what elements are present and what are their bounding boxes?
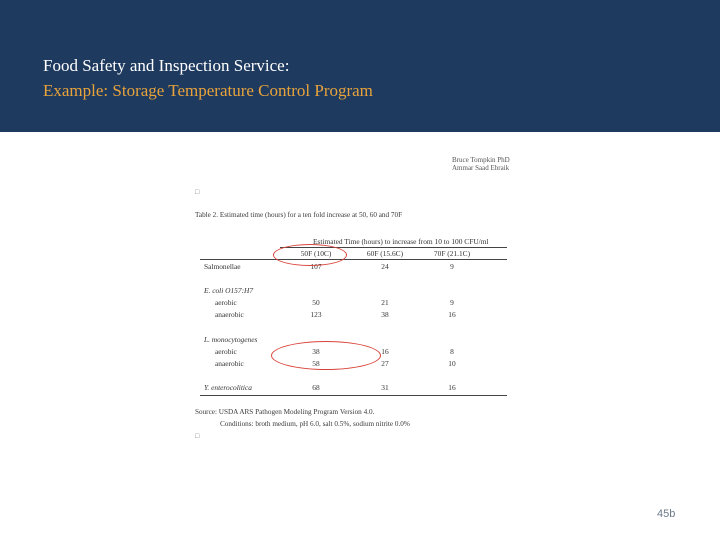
bullet-marker: □ — [195, 188, 200, 196]
table-cell: 9 — [450, 298, 454, 307]
organism-label: L. monocytogenes — [204, 335, 258, 344]
column-header: 70F (21.1C) — [433, 249, 471, 258]
highlight-circle — [271, 341, 381, 370]
organism-label: Salmonellae — [204, 262, 241, 271]
table-cell: 38 — [381, 310, 389, 319]
table-cell: 24 — [381, 262, 389, 271]
document-excerpt — [195, 150, 525, 450]
condition-label: aerobic — [215, 347, 237, 356]
table-cell: 107 — [310, 262, 322, 271]
table-conditions: Conditions: broth medium, pH 6.0, salt 0.5%, sodium nitrite 0.0% — [220, 420, 410, 428]
highlight-circle — [273, 244, 347, 266]
page-number: 45b — [657, 508, 676, 520]
header-bottom-rule — [200, 259, 507, 260]
organism-label: E. coli O157:H7 — [204, 286, 254, 295]
title-banner — [0, 0, 720, 132]
organism-label: Y. enterocolitica — [204, 383, 252, 392]
condition-label: anaerobic — [215, 310, 244, 319]
table-cell: 10 — [448, 359, 456, 368]
slide-title: Food Safety and Inspection Service: — [43, 56, 290, 75]
table-cell: 50 — [312, 298, 320, 307]
bullet-marker: □ — [195, 432, 200, 440]
author-line: Bruce Tompkin PhD — [452, 156, 510, 164]
table-cell: 16 — [448, 310, 456, 319]
condition-label: aerobic — [215, 298, 237, 307]
author-line: Ammar Saad Ebraik — [452, 164, 510, 172]
column-header: 60F (15.6C) — [366, 249, 404, 258]
table-cell: 16 — [381, 347, 389, 356]
table-cell: 68 — [312, 383, 320, 392]
table-source: Source: USDA ARS Pathogen Modeling Program Version 4.0. — [195, 408, 375, 416]
condition-label: anaerobic — [215, 359, 244, 368]
table-cell: 38 — [312, 347, 320, 356]
table-cell: 123 — [310, 310, 322, 319]
author-block — [452, 156, 510, 172]
table-bottom-rule — [200, 395, 507, 396]
table-cell: 9 — [450, 262, 454, 271]
group-header: Estimated Time (hours) to increase from 10 to 100 CFU/ml — [313, 237, 489, 246]
table-cell: 31 — [381, 383, 389, 392]
table-cell: 58 — [312, 359, 320, 368]
slide-subtitle: Example: Storage Temperature Control Program — [43, 81, 373, 100]
table-caption: Table 2. Estimated time (hours) for a ten fold increase at 50, 60 and 70F — [195, 211, 403, 219]
column-header: 50F (10C) — [300, 249, 332, 258]
table-cell: 16 — [448, 383, 456, 392]
table-cell: 21 — [381, 298, 389, 307]
table-cell: 27 — [381, 359, 389, 368]
table-cell: 8 — [450, 347, 454, 356]
